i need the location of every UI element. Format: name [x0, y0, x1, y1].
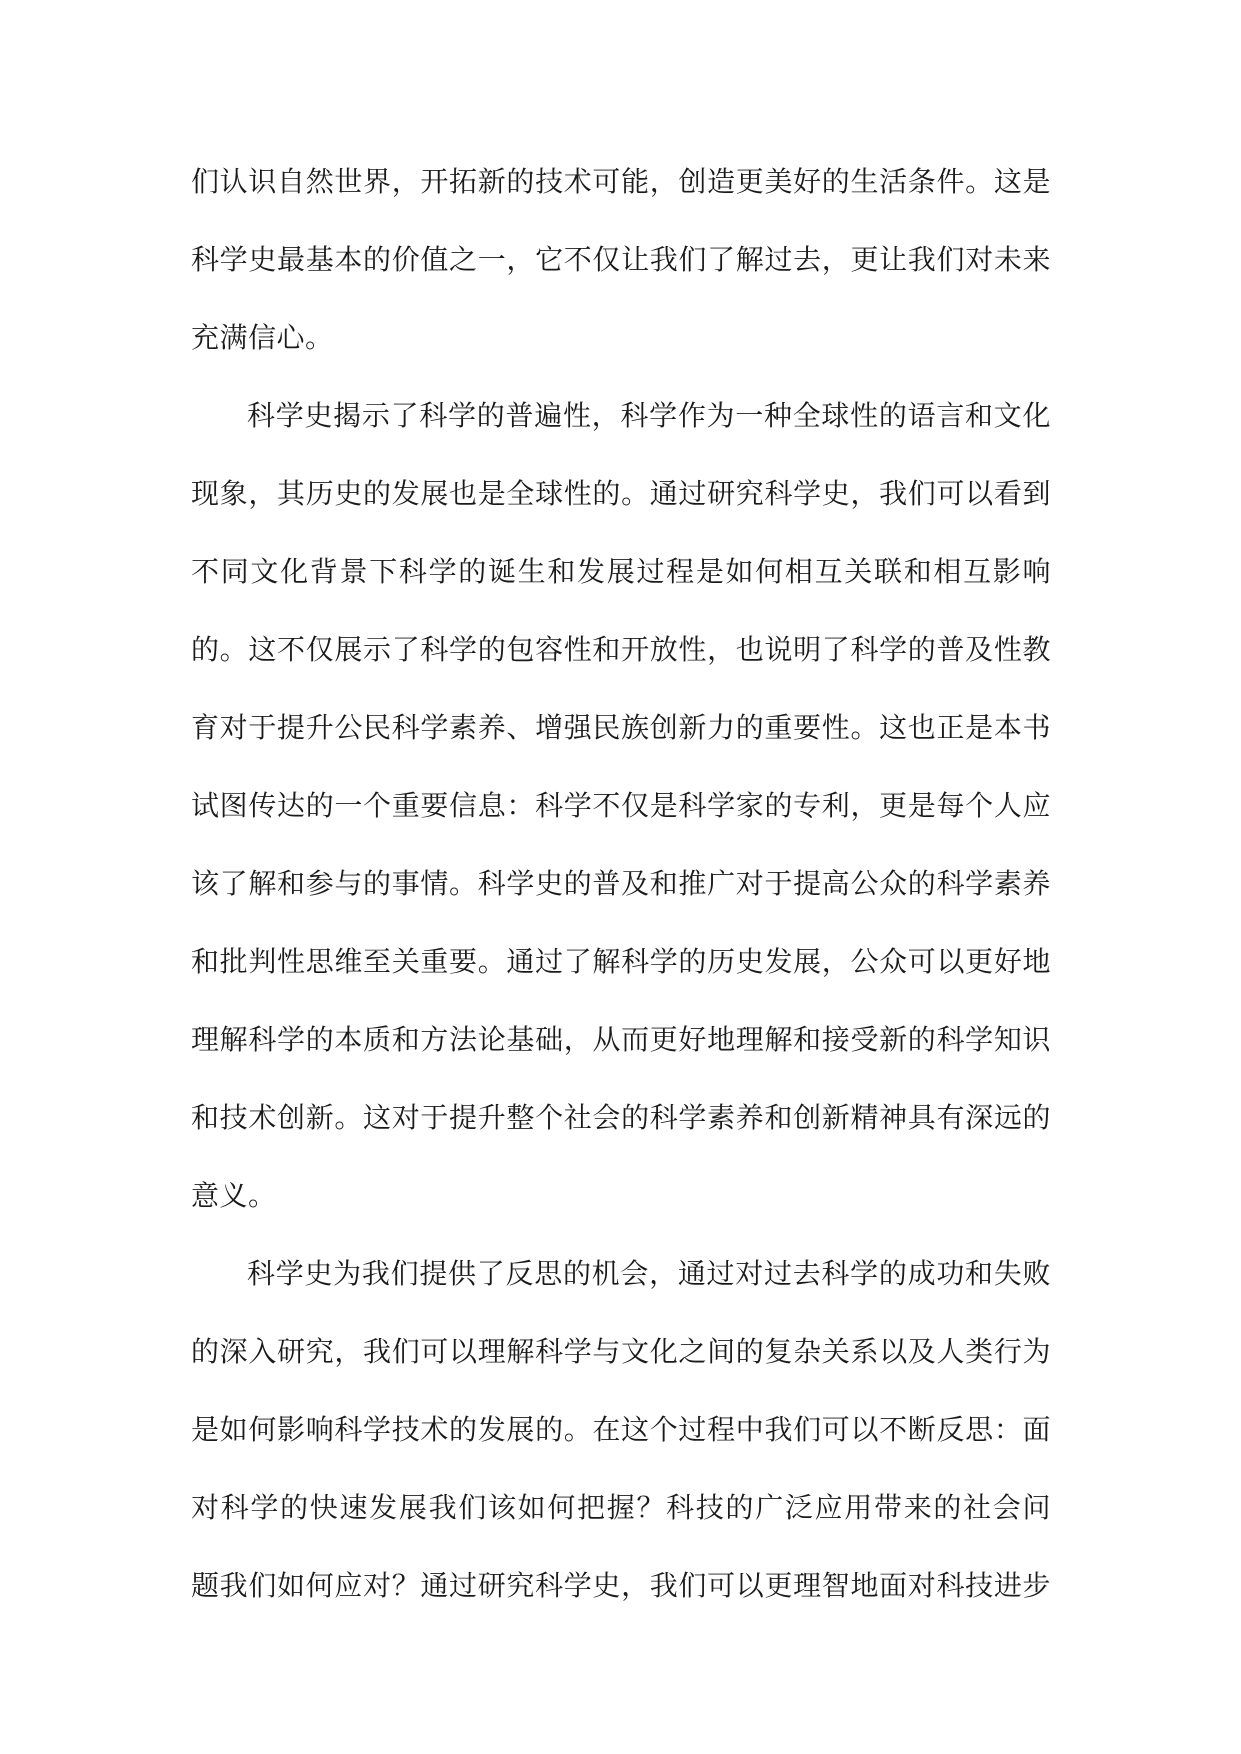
text-line: 的深入研究，我们可以理解科学与文化之间的复杂关系以及人类行为	[191, 1335, 1051, 1368]
text-line: 充满信心。	[191, 321, 334, 354]
text-line: 现象，其历史的发展也是全球性的。通过研究科学史，我们可以看到	[191, 477, 1051, 510]
text-line: 对科学的快速发展我们该如何把握？科技的广泛应用带来的社会问	[191, 1491, 1051, 1524]
text-line: 是如何影响科学技术的发展的。在这个过程中我们可以不断反思：面	[191, 1413, 1051, 1446]
text-line: 意义。	[191, 1179, 277, 1212]
body-text	[191, 143, 1051, 1625]
text-line: 试图传达的一个重要信息：科学不仅是科学家的专利，更是每个人应	[191, 789, 1051, 822]
text-line: 科学史为我们提供了反思的机会，通过对过去科学的成功和失败	[247, 1257, 1051, 1290]
text-line: 们认识自然世界，开拓新的技术可能，创造更美好的生活条件。这是	[191, 165, 1051, 198]
text-line: 科学史最基本的价值之一，它不仅让我们了解过去，更让我们对未来	[191, 243, 1051, 276]
text-line: 和技术创新。这对于提升整个社会的科学素养和创新精神具有深远的	[191, 1101, 1051, 1134]
text-line: 科学史揭示了科学的普遍性，科学作为一种全球性的语言和文化	[247, 399, 1051, 432]
text-line: 题我们如何应对？通过研究科学史，我们可以更理智地面对科技进步	[191, 1569, 1051, 1602]
text-line: 的。这不仅展示了科学的包容性和开放性，也说明了科学的普及性教	[191, 633, 1051, 666]
text-line: 该了解和参与的事情。科学史的普及和推广对于提高公众的科学素养	[191, 867, 1051, 900]
text-line: 不同文化背景下科学的诞生和发展过程是如何相互关联和相互影响	[191, 555, 1051, 588]
text-line: 理解科学的本质和方法论基础，从而更好地理解和接受新的科学知识	[191, 1023, 1051, 1056]
text-line: 育对于提升公民科学素养、增强民族创新力的重要性。这也正是本书	[191, 711, 1051, 744]
text-line: 和批判性思维至关重要。通过了解科学的历史发展，公众可以更好地	[191, 945, 1051, 978]
